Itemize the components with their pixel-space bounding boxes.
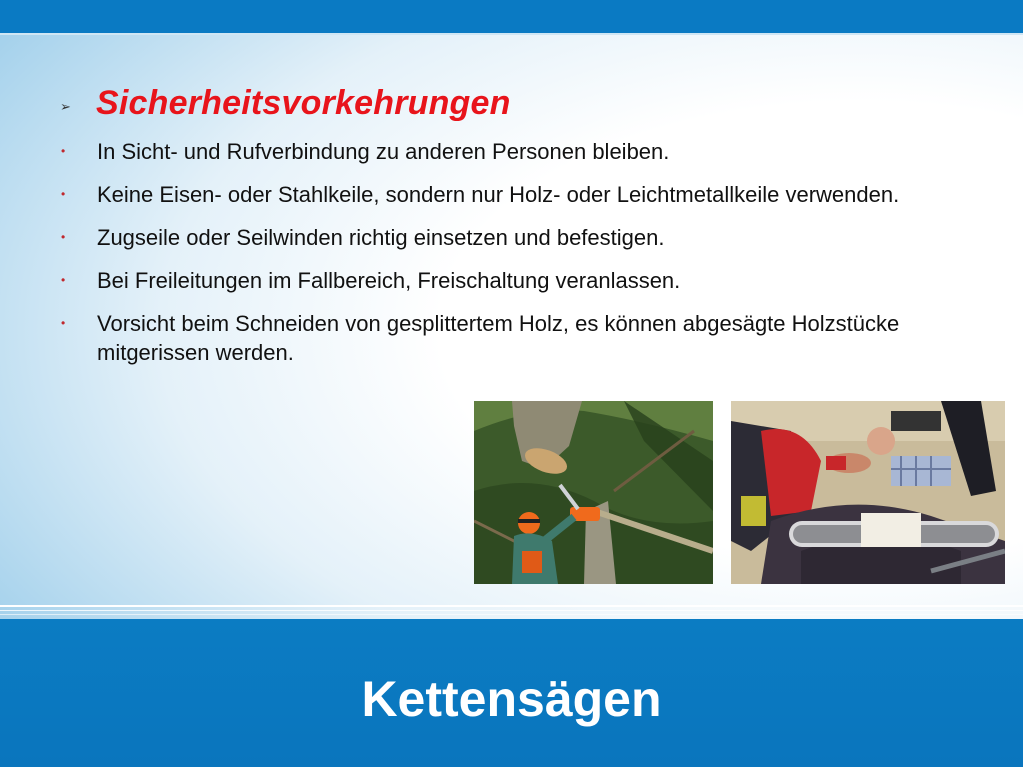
bullet-item xyxy=(60,223,940,252)
bullet-text: Vorsicht beim Schneiden von gesplittertem Holz, es können abgesägte Holzstücke mitgerissen werden. xyxy=(97,311,900,365)
bullet-text: Keine Eisen- oder Stahlkeile, sondern nur Holz- oder Leichtmetallkeile verwenden. xyxy=(97,182,900,207)
slide-title: Kettensägen xyxy=(361,671,662,727)
separator-lines xyxy=(0,605,1023,619)
bullet-item xyxy=(60,266,940,295)
slide-heading: Sicherheitsvorkehrungen xyxy=(96,84,511,122)
arrow-bullet-icon: ➢ xyxy=(60,99,71,114)
bullet-item xyxy=(60,180,940,209)
first-aid-photo xyxy=(731,401,1005,584)
first-aid-illustration xyxy=(731,401,1005,584)
slide-content xyxy=(60,84,940,381)
top-bar xyxy=(0,0,1023,33)
bullet-item xyxy=(60,309,940,367)
bullet-item xyxy=(60,137,940,166)
bullet-dot-icon: • xyxy=(61,187,66,201)
bullet-text: Bei Freileitungen im Fallbereich, Freischaltung veranlassen. xyxy=(97,268,681,293)
heading-row xyxy=(60,84,940,123)
bullet-text: In Sicht- und Rufverbindung zu anderen Personen bleiben. xyxy=(97,139,670,164)
bullet-dot-icon: • xyxy=(61,230,66,244)
bullet-dot-icon: • xyxy=(61,144,66,158)
bullet-dot-icon: • xyxy=(61,316,66,330)
bullet-text: Zugseile oder Seilwinden richtig einsetzen und befestigen. xyxy=(97,225,665,250)
chainsaw-worker-illustration xyxy=(474,401,713,584)
chainsaw-worker-photo xyxy=(474,401,713,584)
bullet-dot-icon: • xyxy=(61,273,66,287)
top-bar-divider xyxy=(0,33,1023,35)
